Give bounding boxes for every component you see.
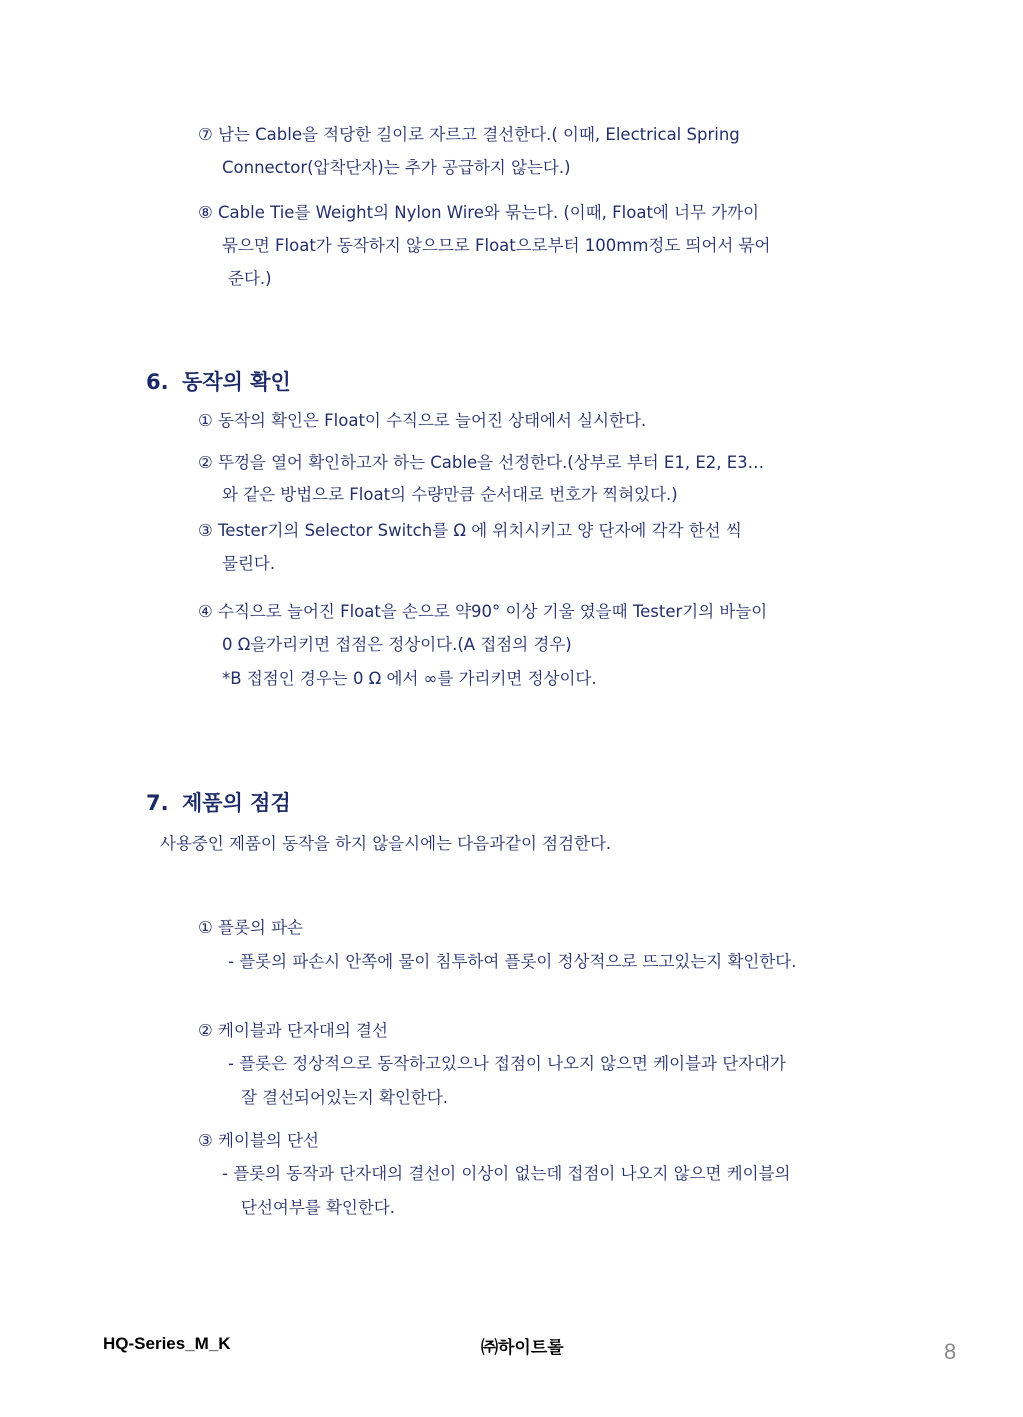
section-6-step-2-line-1: ② 뚜껑을 열어 확인하고자 하는 Cable을 선정한다.(상부로 부터 E1, E2, E3… xyxy=(198,453,765,472)
step-8-line-2: 묶으면 Float가 동작하지 않으므로 Float으로부터 100mm정도 띄어서 묶어 xyxy=(222,236,771,255)
footer-company: ㈜하이트롤 xyxy=(481,1338,564,1357)
step-7-line-2: Connector(압착단자)는 추가 공급하지 않는다.) xyxy=(222,158,571,177)
section-6-number: 6. xyxy=(146,370,169,394)
section-7-item-3-desc-line-1: - 플롯의 동작과 단자대의 결선이 이상이 없는데 접점이 나오지 않으면 케이블의 xyxy=(222,1164,791,1183)
step-8-line-3: 준다.) xyxy=(228,269,272,288)
section-7-item-2-desc-line-2: 잘 결선되어있는지 확인한다. xyxy=(241,1088,449,1107)
section-6-heading xyxy=(146,366,291,396)
section-6-step-4-line-2: 0 Ω을가리키면 접점은 정상이다.(A 접점의 경우) xyxy=(222,635,572,654)
section-7-item-2-desc-line-1: - 플롯은 정상적으로 동작하고있으나 접점이 나오지 않으면 케이블과 단자대가 xyxy=(228,1054,786,1073)
step-7-line-1: ⑦ 남는 Cable을 적당한 길이로 자르고 결선한다.( 이때, Electrical Spring xyxy=(198,125,740,144)
section-6-step-2-line-2: 와 같은 방법으로 Float의 수량만큼 순서대로 번호가 찍혀있다.) xyxy=(222,485,678,504)
section-7-item-3-desc-line-2: 단선여부를 확인한다. xyxy=(241,1198,395,1217)
section-6-step-3-line-1: ③ Tester기의 Selector Switch를 Ω 에 위치시키고 양 단자에 각각 한선 씩 xyxy=(198,521,742,540)
section-7-intro: 사용중인 제품이 동작을 하지 않을시에는 다음과같이 점검한다. xyxy=(160,834,612,853)
footer-doc-id: HQ-Series_M_K xyxy=(103,1334,231,1353)
section-6-step-3-line-2: 물린다. xyxy=(222,554,276,573)
page-number: 8 xyxy=(944,1339,957,1364)
section-6-step-4-line-3: *B 접점인 경우는 0 Ω 에서 ∞를 가리키면 정상이다. xyxy=(222,669,597,688)
section-7-heading xyxy=(146,787,291,817)
section-7-number: 7. xyxy=(146,791,169,815)
section-7-title: 제품의 점검 xyxy=(182,791,291,815)
section-7-item-1-title: ① 플롯의 파손 xyxy=(198,918,303,937)
section-7-item-1-desc: - 플롯의 파손시 안쪽에 물이 침투하여 플롯이 정상적으로 뜨고있는지 확인한다. xyxy=(228,952,797,971)
step-8-line-1: ⑧ Cable Tie를 Weight의 Nylon Wire와 묶는다. (이때, Float에 너무 가까이 xyxy=(198,203,760,222)
section-7-item-2-title: ② 케이블과 단자대의 결선 xyxy=(198,1021,388,1040)
section-6-title: 동작의 확인 xyxy=(182,370,291,394)
section-6-step-4-line-1: ④ 수직으로 늘어진 Float을 손으로 약90° 이상 기울 였을때 Tester기의 바늘이 xyxy=(198,602,768,621)
section-7-item-3-title: ③ 케이블의 단선 xyxy=(198,1131,319,1150)
section-6-step-1: ① 동작의 확인은 Float이 수직으로 늘어진 상태에서 실시한다. xyxy=(198,411,647,430)
